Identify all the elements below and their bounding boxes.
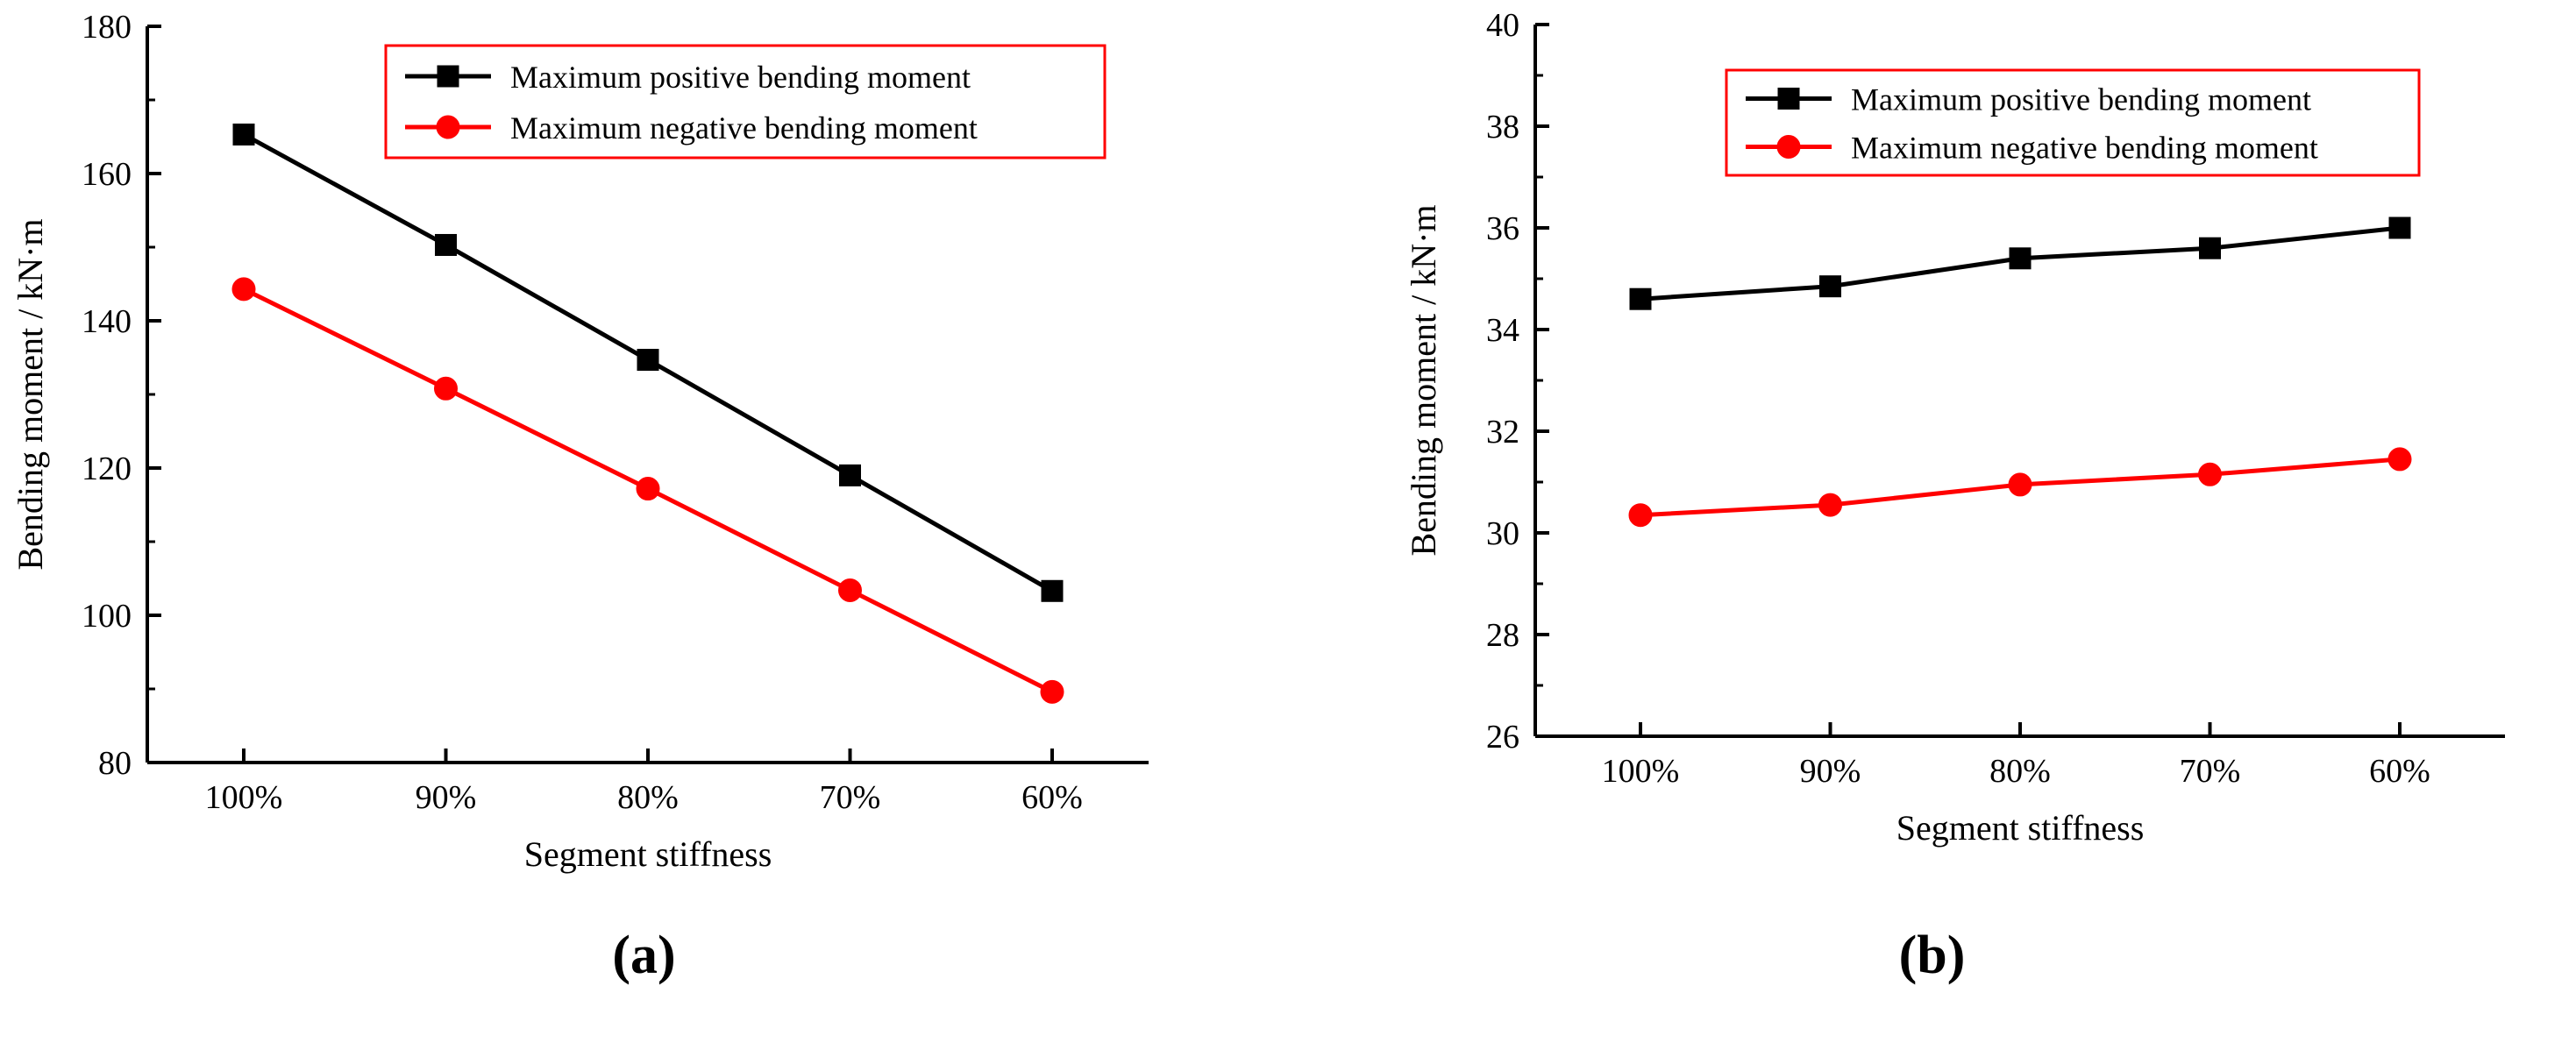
y-tick-label: 100 [82, 598, 132, 635]
x-tick-label: 70% [819, 779, 881, 816]
y-tick-label: 38 [1486, 109, 1519, 145]
panel-b-caption: (b) [1898, 926, 1966, 985]
x-tick-label: 90% [1799, 753, 1861, 790]
data-point-marker [1631, 289, 1650, 309]
data-point-marker [1821, 277, 1840, 296]
x-axis-title: Segment stiffness [1896, 808, 2145, 848]
x-tick-label: 90% [415, 779, 477, 816]
data-point-marker [1042, 581, 1062, 600]
y-tick-label: 26 [1486, 719, 1519, 756]
x-tick-label: 60% [2369, 753, 2430, 790]
data-point-marker [436, 378, 457, 399]
x-tick-label: 80% [1989, 753, 2051, 790]
x-tick-label: 70% [2179, 753, 2241, 790]
y-tick-label: 32 [1486, 414, 1519, 451]
x-tick-label: 100% [1601, 753, 1680, 790]
y-tick-label: 36 [1486, 210, 1519, 247]
data-point-marker [1820, 494, 1841, 515]
legend-label: Maximum negative bending moment [510, 110, 978, 145]
y-tick-label: 28 [1486, 617, 1519, 654]
data-point-marker [637, 479, 658, 500]
data-point-marker [2010, 249, 2030, 268]
y-tick-label: 30 [1486, 515, 1519, 552]
x-tick-label: 80% [617, 779, 679, 816]
data-point-marker [638, 351, 658, 370]
y-tick-label: 140 [82, 303, 132, 340]
legend-label: Maximum negative bending moment [1851, 130, 2318, 166]
legend-label: Maximum positive bending moment [510, 60, 971, 95]
chart-b [1288, 0, 2576, 929]
y-tick-label: 40 [1486, 7, 1519, 44]
data-point-marker [233, 279, 254, 300]
data-point-marker [2389, 449, 2410, 470]
data-point-marker [2201, 238, 2220, 258]
chart-a [0, 0, 1288, 929]
y-tick-label: 180 [82, 9, 132, 46]
y-axis-title: Bending moment / kN·m [1404, 204, 1443, 557]
data-point-marker [234, 124, 253, 144]
data-point-marker [437, 235, 456, 254]
panel-a-caption: (a) [612, 926, 676, 985]
data-point-marker [841, 465, 860, 485]
data-point-marker [2200, 464, 2221, 485]
y-tick-label: 34 [1486, 312, 1519, 349]
legend-marker [438, 117, 459, 138]
x-axis-title: Segment stiffness [523, 834, 772, 874]
y-tick-label: 160 [82, 156, 132, 193]
data-point-marker [2010, 474, 2031, 495]
y-tick-label: 120 [82, 451, 132, 487]
legend-label: Maximum positive bending moment [1851, 82, 2311, 117]
legend-marker [1779, 89, 1798, 109]
y-tick-label: 80 [98, 745, 132, 782]
legend-marker [438, 67, 458, 86]
data-point-marker [2390, 218, 2409, 238]
x-tick-label: 100% [204, 779, 283, 816]
y-axis-title: Bending moment / kN·m [11, 218, 50, 571]
data-point-marker [1042, 681, 1063, 702]
legend-marker [1778, 137, 1799, 158]
x-tick-label: 60% [1021, 779, 1083, 816]
panel-b [1288, 0, 2576, 1043]
data-point-marker [1630, 505, 1651, 526]
data-point-marker [840, 579, 861, 600]
